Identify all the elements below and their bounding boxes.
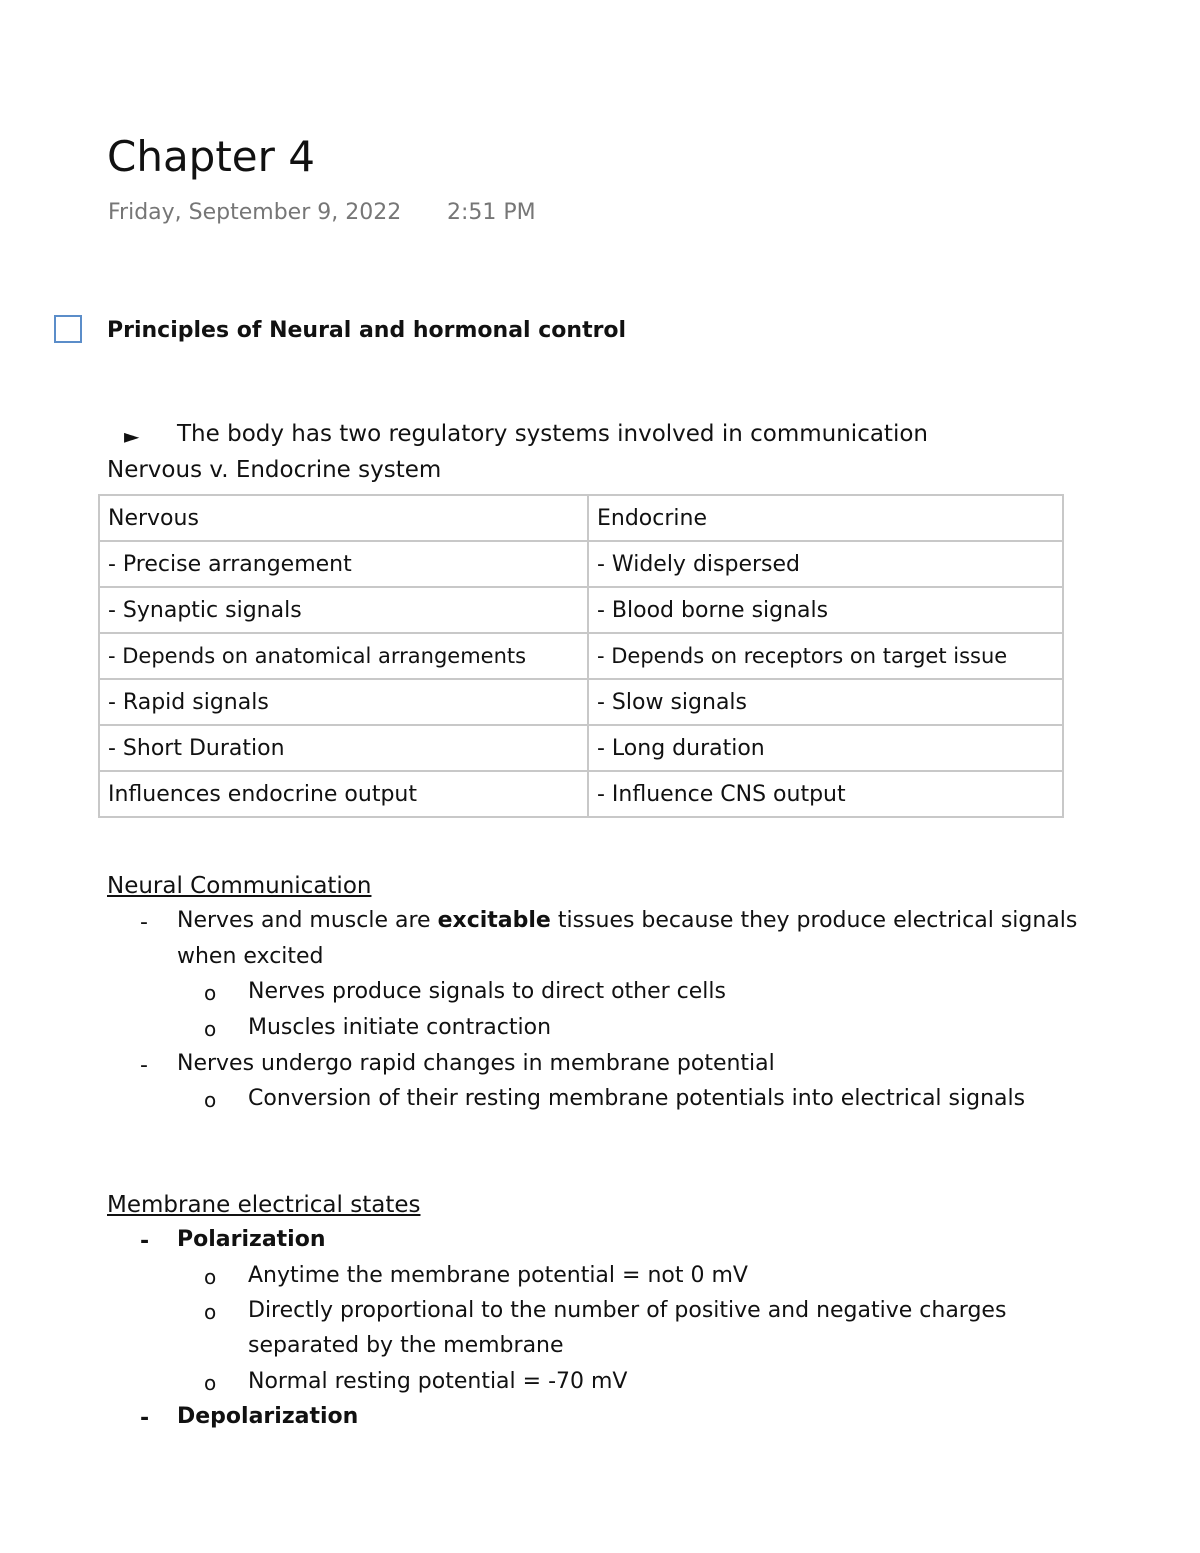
polarization-sub-1: Anytime the membrane potential = not 0 mV	[248, 1263, 748, 1288]
neural-item-2: Nerves undergo rapid changes in membrane potential	[177, 1051, 775, 1076]
table-header-row	[99, 495, 1063, 541]
circle-bullet-icon: o	[204, 1300, 217, 1324]
comparison-table	[98, 494, 1064, 818]
table-header-nervous: Nervous	[99, 495, 588, 541]
neural-heading: Neural Communication	[107, 873, 372, 899]
neural-sub-1: Nerves produce signals to direct other cells	[248, 979, 726, 1004]
circle-bullet-icon: o	[204, 1088, 217, 1112]
table-row	[99, 771, 1063, 817]
neural-item-1-bold: excitable	[437, 908, 551, 933]
table-cell: - Long duration	[588, 725, 1063, 771]
depolarization-label: Depolarization	[177, 1404, 359, 1429]
dash-bullet-icon: -	[140, 1053, 148, 1078]
membrane-heading: Membrane electrical states	[107, 1192, 421, 1218]
todo-checkbox[interactable]	[54, 315, 82, 343]
table-cell: - Rapid signals	[99, 679, 588, 725]
polarization-sub-2: Directly proportional to the number of positive and negative charges	[248, 1298, 1007, 1323]
table-row	[99, 725, 1063, 771]
table-cell: - Influence CNS output	[588, 771, 1063, 817]
table-row	[99, 633, 1063, 679]
table-cell: - Blood borne signals	[588, 587, 1063, 633]
table-cell: - Short Duration	[99, 725, 588, 771]
neural-item-1-pre: Nerves and muscle are	[177, 908, 438, 933]
page-date: Friday, September 9, 2022	[108, 200, 402, 225]
table-cell: - Slow signals	[588, 679, 1063, 725]
table-caption: Nervous v. Endocrine system	[107, 457, 442, 483]
dash-bullet-icon: -	[140, 1229, 150, 1254]
table-cell: - Precise arrangement	[99, 541, 588, 587]
dash-bullet-icon: -	[140, 910, 148, 935]
circle-bullet-icon: o	[204, 1371, 217, 1395]
todo-heading: Principles of Neural and hormonal control	[107, 318, 627, 343]
circle-bullet-icon: o	[204, 1265, 217, 1289]
table-row	[99, 587, 1063, 633]
circle-bullet-icon: o	[204, 981, 217, 1005]
intro-line: The body has two regulatory systems involved in communication	[177, 421, 928, 447]
polarization-sub-2-cont: separated by the membrane	[248, 1333, 564, 1358]
page-time: 2:51 PM	[447, 200, 536, 225]
table-row	[99, 541, 1063, 587]
table-cell: - Depends on receptors on target issue	[588, 633, 1063, 679]
circle-bullet-icon: o	[204, 1017, 217, 1041]
table-row	[99, 679, 1063, 725]
table-cell: - Synaptic signals	[99, 587, 588, 633]
table-cell: - Widely dispersed	[588, 541, 1063, 587]
dash-bullet-icon: -	[140, 1406, 150, 1431]
polarization-label: Polarization	[177, 1227, 326, 1252]
page-title: Chapter 4	[107, 132, 315, 181]
neural-sub-3: Conversion of their resting membrane potentials into electrical signals	[248, 1086, 1026, 1111]
table-cell: - Depends on anatomical arrangements	[99, 633, 588, 679]
polarization-sub-3: Normal resting potential = -70 mV	[248, 1369, 628, 1394]
arrow-bullet-icon: ►	[124, 424, 140, 448]
neural-item-1	[177, 908, 1077, 933]
table-header-endocrine: Endocrine	[588, 495, 1063, 541]
neural-sub-2: Muscles initiate contraction	[248, 1015, 552, 1040]
table-cell: Influences endocrine output	[99, 771, 588, 817]
neural-item-1-post: tissues because they produce electrical signals	[550, 908, 1078, 933]
neural-item-1-cont: when excited	[177, 944, 324, 969]
